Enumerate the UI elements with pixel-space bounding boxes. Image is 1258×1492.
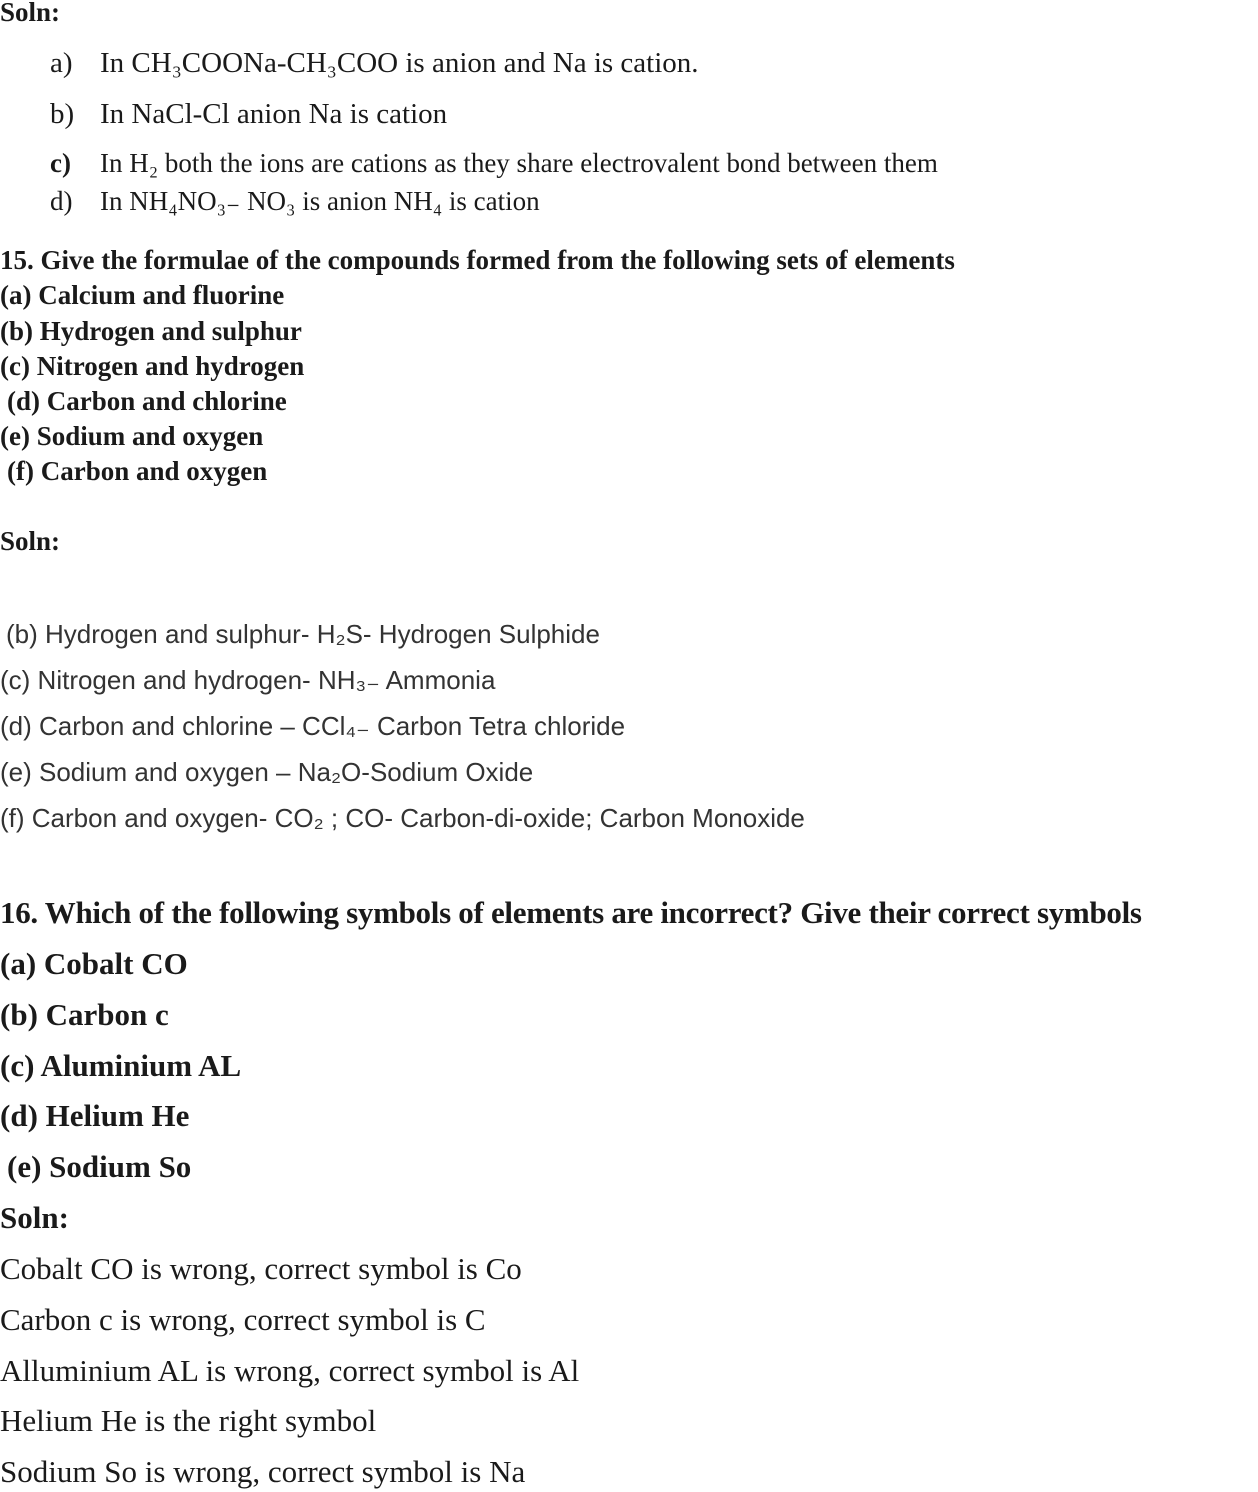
item-text: In NH₄NO₃₋ NO₃ is anion NH₄ is cation xyxy=(100,186,540,216)
q16-answer: Alluminium AL is wrong, correct symbol is Al xyxy=(0,1353,580,1388)
q15-option: (b) Hydrogen and sulphur xyxy=(0,316,302,346)
q16-question: 16. Which of the following symbols of elements are incorrect? Give their correct symbols xyxy=(0,895,1142,930)
q15-option: (d) Carbon and chlorine xyxy=(7,386,287,416)
prev-soln-item-b xyxy=(50,94,447,134)
item-text: In H₂ both the ions are cations as they share electrovalent bond between them xyxy=(100,148,938,178)
prev-soln-heading: Soln: xyxy=(0,0,61,27)
prev-soln-item-a xyxy=(50,43,699,83)
q16-option: (c) Aluminium AL xyxy=(0,1048,242,1083)
q16-soln-heading: Soln: xyxy=(0,1200,69,1235)
q15-option: (a) Calcium and fluorine xyxy=(0,280,285,310)
q16-answer: Cobalt CO is wrong, correct symbol is Co xyxy=(0,1251,522,1286)
prev-soln-item-c xyxy=(50,143,938,183)
q15-answer: (b) Hydrogen and sulphur- H₂S- Hydrogen Sulphide xyxy=(6,619,600,649)
item-label: b) xyxy=(50,98,75,130)
q16-answer: Sodium So is wrong, correct symbol is Na xyxy=(0,1454,526,1489)
item-label: c) xyxy=(50,148,71,178)
q16-answer: Carbon c is wrong, correct symbol is C xyxy=(0,1302,486,1337)
q15-question: 15. Give the formulae of the compounds formed from the following sets of elements xyxy=(0,245,955,275)
item-label: a) xyxy=(50,47,73,79)
item-text: In CH₃COONa-CH₃COO is anion and Na is cation. xyxy=(100,47,699,79)
q16-answer: Helium He is the right symbol xyxy=(0,1403,377,1438)
q15-option: (c) Nitrogen and hydrogen xyxy=(0,351,305,381)
q16-option: (d) Helium He xyxy=(0,1098,190,1133)
q16-option: (a) Cobalt CO xyxy=(0,946,188,981)
q15-answer: (d) Carbon and chlorine – CCl₄₋ Carbon Tetra chloride xyxy=(0,711,626,741)
prev-soln-item-d xyxy=(50,181,540,221)
q15-answer: (f) Carbon and oxygen- CO₂ ; CO- Carbon-di-oxide; Carbon Monoxide xyxy=(0,803,805,833)
q15-soln-heading: Soln: xyxy=(0,526,61,556)
q16-option: (b) Carbon c xyxy=(0,997,169,1032)
q15-option: (f) Carbon and oxygen xyxy=(7,456,268,486)
item-label: d) xyxy=(50,186,73,216)
q15-answer: (c) Nitrogen and hydrogen- NH₃₋ Ammonia xyxy=(0,665,496,695)
q15-answer: (e) Sodium and oxygen – Na₂O-Sodium Oxide xyxy=(0,757,534,787)
item-text: In NaCl-Cl anion Na is cation xyxy=(100,98,448,130)
q16-option: (e) Sodium So xyxy=(7,1149,192,1184)
q15-option: (e) Sodium and oxygen xyxy=(0,421,264,451)
